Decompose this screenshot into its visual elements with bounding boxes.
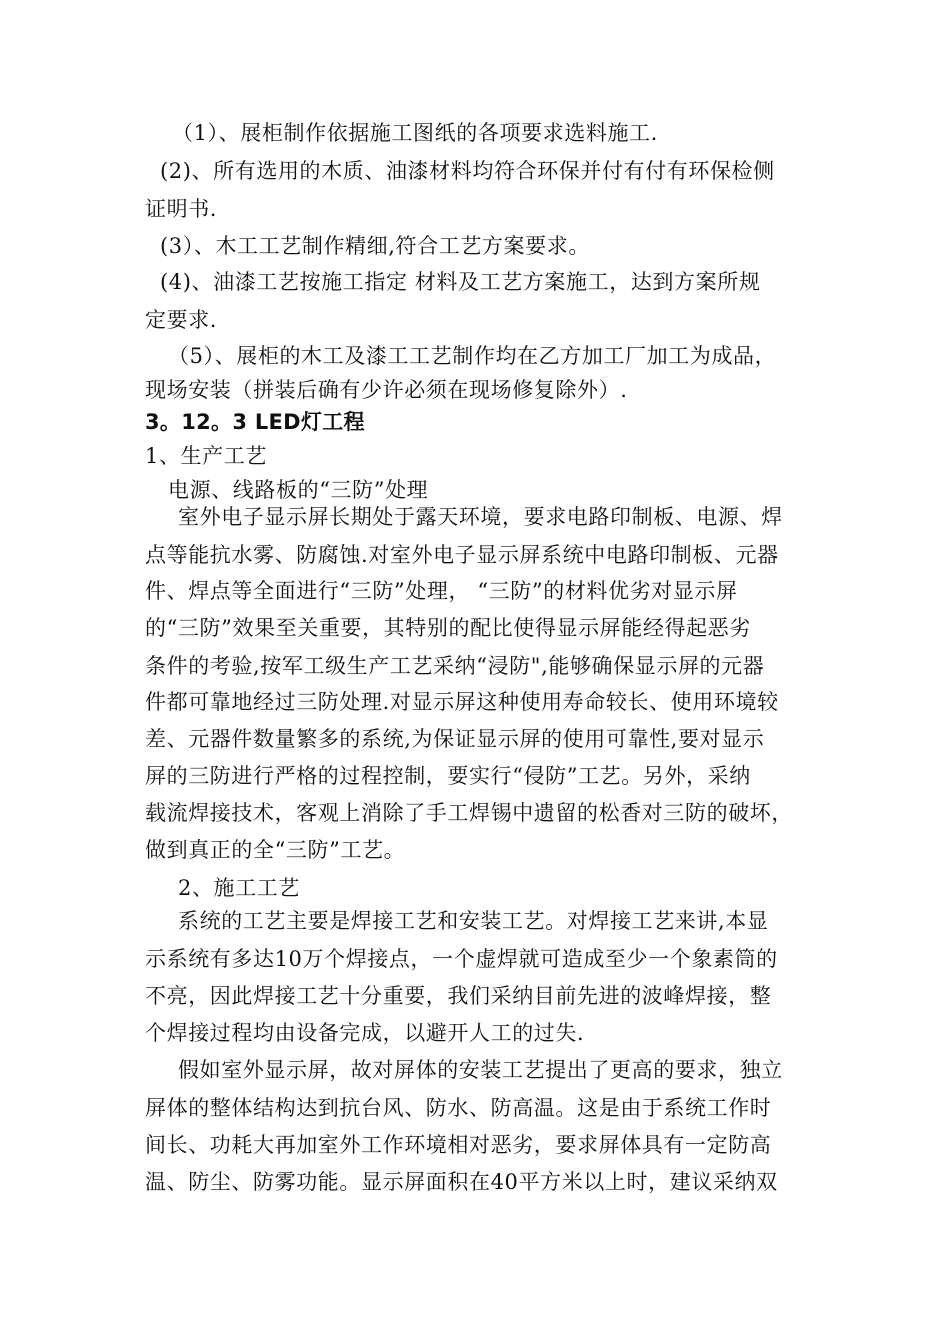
subsection-heading: 2、施工工艺 [178,876,300,900]
text-line: 电源、线路板的“三防”处理 [168,478,429,502]
text-line: （5）、展柜的木工及漆工工艺制作均在乙方加工厂加工为成品， [168,344,777,368]
subsection-heading: 1、生产工艺 [145,444,267,468]
text-line: (2)、所有选用的木质、油漆材料均符合环保并付有付有环保检侧 [160,159,775,183]
text-line: 室外电子显示屏长期处于露天环境，要求电路印制板、电源、焊 [178,505,783,529]
text-line: 做到真正的全“三防”工艺。 [145,838,406,862]
text-line: 示系统有多达10万个焊接点，一个虚焊就可造成至少一个象素筒的 [145,947,778,971]
text-line: 的“三防”效果至关重要，其特别的配比使得显示屏能经得起恶劣 [145,616,751,640]
text-line: 屏体的整体结构达到抗台风、防水、防高温。这是由于系统工作时 [145,1096,772,1120]
section-heading: 3。12。3 LED灯工程 [145,410,365,434]
text-line: 件都可靠地经过三防处理.对显示屏这种使用寿命较长、使用环境较 [145,690,779,714]
text-line: 不亮，因此焊接工艺十分重要，我们采纳目前先进的波峰焊接，整 [145,984,772,1008]
text-line: 屏的三防进行严格的过程控制，要实行“侵防”工艺。另外，采纳 [145,764,751,788]
text-line: 载流焊接技术，客观上消除了手工焊锡中遗留的松香对三防的破坏， [145,801,793,825]
text-line: (4)、油漆工艺按施工指定 材料及工艺方案施工，达到方案所规 [160,270,761,294]
text-line: 件、焊点等全面进行“三防”处理， “三防”的材料优劣对显示屏 [145,579,738,603]
text-line: 系统的工艺主要是焊接工艺和安装工艺。对焊接工艺来讲,本显 [178,909,769,933]
text-line: 温、防尘、防雾功能。显示屏面积在40平方米以上时，建议采纳双 [145,1170,778,1194]
text-line: 现场安装（拼装后确有少许必须在现场修复除外）. [145,378,628,402]
text-line: 点等能抗水雾、防腐蚀.对室外电子显示屏系统中电路印制板、元器 [145,543,779,567]
text-line: 证明书. [145,197,218,221]
text-line: (3）、木工工艺制作精细,符合工艺方案要求。 [160,234,590,258]
text-line: 条件的考验,按军工级生产工艺采纳“浸防",能够确保显示屏的元器 [145,654,765,678]
text-line: 间长、功耗大再加室外工作环境相对恶劣，要求屏体具有一定防高 [145,1133,772,1157]
text-line: 假如室外显示屏，故对屏体的安装工艺提出了更高的要求，独立 [178,1058,783,1082]
text-line: 差、元器件数量繁多的系统,为保证显示屏的使用可靠性,要对显示 [145,727,765,751]
text-line: 定要求. [145,308,218,332]
text-line: （1）、展柜制作依据施工图纸的各项要求选料施工. [172,121,658,145]
text-line: 个焊接过程均由设备完成，以避开人工的过失. [145,1021,585,1045]
